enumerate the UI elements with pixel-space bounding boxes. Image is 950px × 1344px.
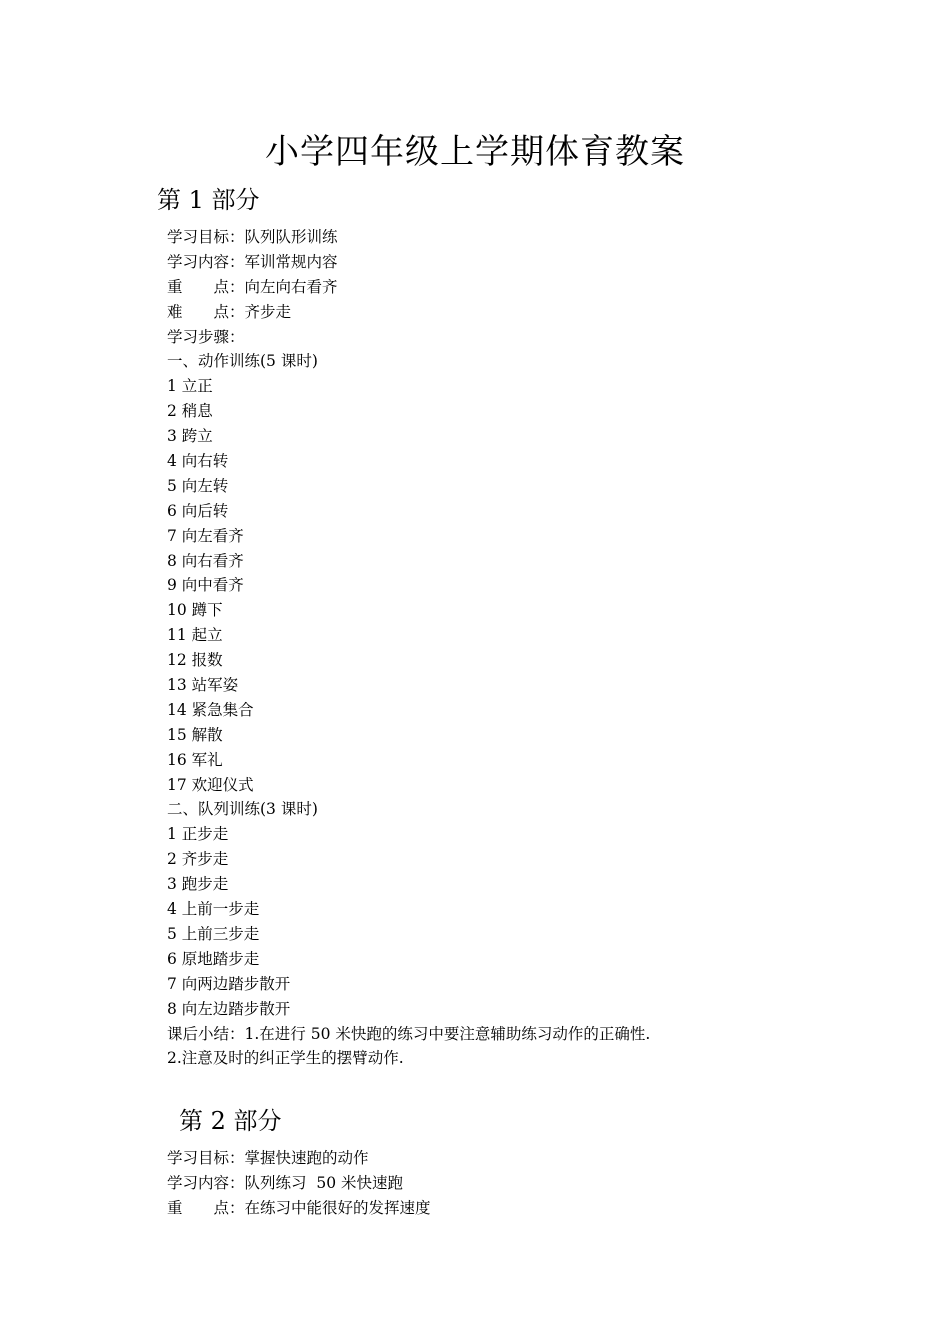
list-item: 17 欢迎仪式 [167, 775, 254, 794]
subsection-heading: 一、动作训练(5 课时) [167, 352, 318, 371]
list-item: 12 报数 [167, 651, 223, 670]
document-title: 小学四年级上学期体育教案 [265, 132, 685, 172]
key-point-line: 重 点：向左向右看齐 [167, 277, 338, 296]
list-item: 7 向左看齐 [167, 526, 244, 545]
learning-goal-line: 学习目标：掌握快速跑的动作 [167, 1149, 369, 1167]
list-item: 1 正步走 [167, 825, 229, 844]
summary-line: 课后小结：1.在进行 50 米快跑的练习中要注意辅助练习动作的正确性. [167, 1024, 651, 1043]
list-item: 8 向右看齐 [167, 551, 244, 570]
list-item: 13 站军姿 [167, 676, 239, 695]
list-item: 16 军礼 [167, 750, 223, 769]
list-item: 5 向左转 [167, 476, 229, 495]
list-item: 1 立正 [167, 377, 213, 396]
learning-content-line: 学习内容：队列练习 50 米快速跑 [167, 1173, 404, 1192]
section-2-body [167, 1146, 431, 1221]
list-item: 2 齐步走 [167, 850, 229, 869]
summary-line: 2.注意及时的纠正学生的摆臂动作. [167, 1049, 404, 1068]
learning-goal-line: 学习目标：队列队形训练 [167, 228, 338, 246]
list-item: 8 向左边踏步散开 [167, 999, 291, 1018]
list-item: 9 向中看齐 [167, 576, 244, 595]
list-item: 10 蹲下 [167, 601, 223, 620]
list-item: 15 解散 [167, 725, 223, 744]
difficulty-line: 难 点：齐步走 [167, 302, 292, 321]
learning-steps-line: 学习步骤： [167, 327, 245, 346]
list-item: 14 紧急集合 [167, 700, 254, 719]
list-item: 6 向后转 [167, 501, 229, 520]
section-1-heading: 第 1 部分 [157, 186, 260, 214]
list-item: 2 稍息 [167, 402, 213, 421]
section-1-body [167, 225, 650, 1071]
list-item: 11 起立 [167, 626, 223, 645]
list-item: 7 向两边踏步散开 [167, 974, 291, 993]
list-item: 5 上前三步走 [167, 924, 260, 943]
list-item: 3 跨立 [167, 427, 213, 446]
learning-content-line: 学习内容：军训常规内容 [167, 252, 338, 271]
subsection-heading: 二、队列训练(3 课时) [167, 800, 318, 819]
list-item: 4 向右转 [167, 452, 229, 471]
list-item: 6 原地踏步走 [167, 949, 260, 968]
list-item: 4 上前一步走 [167, 900, 260, 919]
list-item: 3 跑步走 [167, 875, 229, 894]
key-point-line: 重 点：在练习中能很好的发挥速度 [167, 1198, 431, 1217]
section-2-heading: 第 2 部分 [179, 1107, 282, 1135]
